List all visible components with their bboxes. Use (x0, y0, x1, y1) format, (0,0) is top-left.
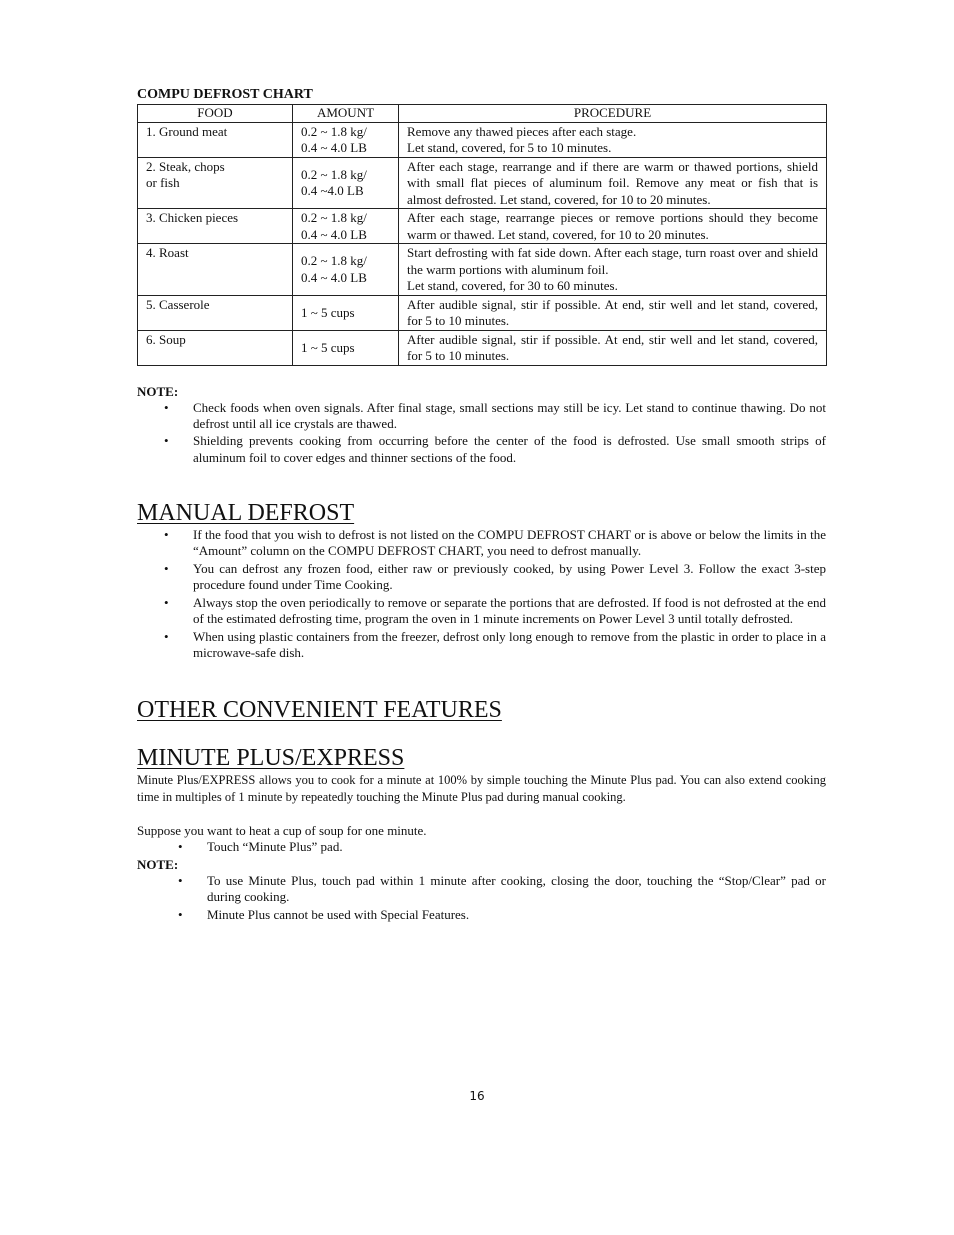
note-text: Shielding prevents cooking from occurring before the center of the food is defrosted. Use small smooth strips of aluminum foil to cover edges and thinner sections of the food. (193, 433, 826, 465)
minute-plus-steps (137, 839, 826, 855)
page-number: 16 (469, 1089, 485, 1103)
food-cell: 5. Casserole (138, 295, 293, 330)
bullet-icon: • (164, 594, 169, 610)
other-features-heading: OTHER CONVENIENT FEATURES (137, 697, 502, 724)
note-list (137, 400, 826, 466)
header-food: FOOD (138, 105, 293, 123)
manual-defrost-heading: MANUAL DEFROST (137, 499, 355, 526)
table-row (138, 244, 827, 296)
amount-cell: 1 ~ 5 cups (293, 295, 399, 330)
food-cell: 4. Roast (138, 244, 293, 296)
procedure-cell: Start defrosting with fat side down. After each stage, turn roast over and shield the warm portions with aluminum foil. Let stand, covered, for 30 to 60 minutes. (399, 244, 827, 296)
list-item (137, 400, 826, 433)
list-item (137, 839, 826, 855)
bullet-icon: • (164, 526, 169, 542)
table-header-row (138, 105, 827, 123)
bullet-icon: • (164, 433, 169, 449)
procedure-cell: After each stage, rearrange pieces or remove portions should they become warm or thawed. Let stand, covered, for 10 to 20 minutes. (399, 209, 827, 244)
procedure-cell: Remove any thawed pieces after each stage. Let stand, covered, for 5 to 10 minutes. (399, 122, 827, 157)
list-item (137, 629, 826, 662)
amount-cell: 0.2 ~ 1.8 kg/ 0.4 ~ 4.0 LB (293, 244, 399, 296)
list-item (137, 433, 826, 466)
manual-defrost-text: When using plastic containers from the freezer, defrost only long enough to remove from the plastic in order to place in a microwave-safe dish. (193, 628, 826, 660)
note-text: Minute Plus cannot be used with Special Features. (207, 906, 470, 922)
food-cell: 3. Chicken pieces (138, 209, 293, 244)
list-item (137, 907, 826, 923)
amount-cell: 0.2 ~ 1.8 kg/ 0.4 ~4.0 LB (293, 157, 399, 209)
table-row (138, 330, 827, 365)
minute-plus-description: Minute Plus/EXPRESS allows you to cook for a minute at 100% by simple touching the Minute Plus pad. You can also extend cooking time in multiples of 1 minute by repeatedly touching the Minute Plus pad during manual cooking. (137, 773, 826, 805)
food-cell: 1. Ground meat (138, 122, 293, 157)
compu-defrost-table (137, 104, 827, 366)
table-row (138, 157, 827, 209)
list-item (137, 527, 826, 560)
procedure-cell: After audible signal, stir if possible. At end, stir well and let stand, covered, for 5 to 10 minutes. (399, 330, 827, 365)
bullet-icon: • (178, 839, 183, 855)
minute-plus-heading: MINUTE PLUS/EXPRESS (137, 745, 405, 772)
note-text: Check foods when oven signals. After final stage, small sections may still be icy. Let stand to continue thawing. Do not defrost until all ice crystals are thawed. (193, 399, 826, 431)
procedure-cell: After each stage, rearrange and if there are warm or thawed portions, shield with small flat pieces of aluminum foil. Remove any meat or fish that is almost defrosted. Let stand, covered, for 10 to 20 minutes. (399, 157, 827, 209)
bullet-icon: • (164, 628, 169, 644)
bullet-icon: • (178, 872, 183, 888)
food-cell: 2. Steak, chops or fish (138, 157, 293, 209)
table-row (138, 209, 827, 244)
table-row (138, 295, 827, 330)
step-text: Touch “Minute Plus” pad. (207, 839, 343, 855)
note-text: To use Minute Plus, touch pad within 1 minute after cooking, closing the door, touching the “Stop/Clear” pad or during cooking. (207, 872, 826, 905)
amount-cell: 0.2 ~ 1.8 kg/ 0.4 ~ 4.0 LB (293, 122, 399, 157)
list-item (137, 873, 826, 906)
table-row (138, 122, 827, 157)
list-item (137, 561, 826, 594)
list-item (137, 595, 826, 628)
chart-title: COMPU DEFROST CHART (137, 87, 313, 102)
note-label: NOTE: (137, 383, 179, 399)
amount-cell: 1 ~ 5 cups (293, 330, 399, 365)
amount-cell: 0.2 ~ 1.8 kg/ 0.4 ~ 4.0 LB (293, 209, 399, 244)
bullet-icon: • (164, 560, 169, 576)
minute-plus-note-label: NOTE: (137, 856, 179, 872)
procedure-cell: After audible signal, stir if possible. At end, stir well and let stand, covered, for 5 to 10 minutes. (399, 295, 827, 330)
bullet-icon: • (178, 906, 183, 922)
minute-plus-notes (137, 873, 826, 923)
manual-defrost-text: You can defrost any frozen food, either raw or previously cooked, by using Power Level 3. Follow the exact 3-step procedure found under Time Cooking. (193, 560, 826, 593)
manual-defrost-text: If the food that you wish to defrost is not listed on the COMPU DEFROST CHART or is above or below the limits in the “Amount” column on the COMPU DEFROST CHART, you need to defrost manually. (193, 526, 826, 559)
minute-plus-example: Suppose you want to heat a cup of soup for one minute. (137, 823, 427, 839)
page-content (137, 86, 826, 924)
food-cell: 6. Soup (138, 330, 293, 365)
header-amount: AMOUNT (293, 105, 399, 123)
manual-defrost-text: Always stop the oven periodically to remove or separate the portions that are defrosted. If food is not defrosted at the end of the estimated defrosting time, program the oven in 1 minute increments on Power Level 3 until totally defrosted. (193, 594, 826, 627)
manual-defrost-list (137, 527, 826, 661)
header-procedure: PROCEDURE (399, 105, 827, 123)
bullet-icon: • (164, 399, 169, 415)
